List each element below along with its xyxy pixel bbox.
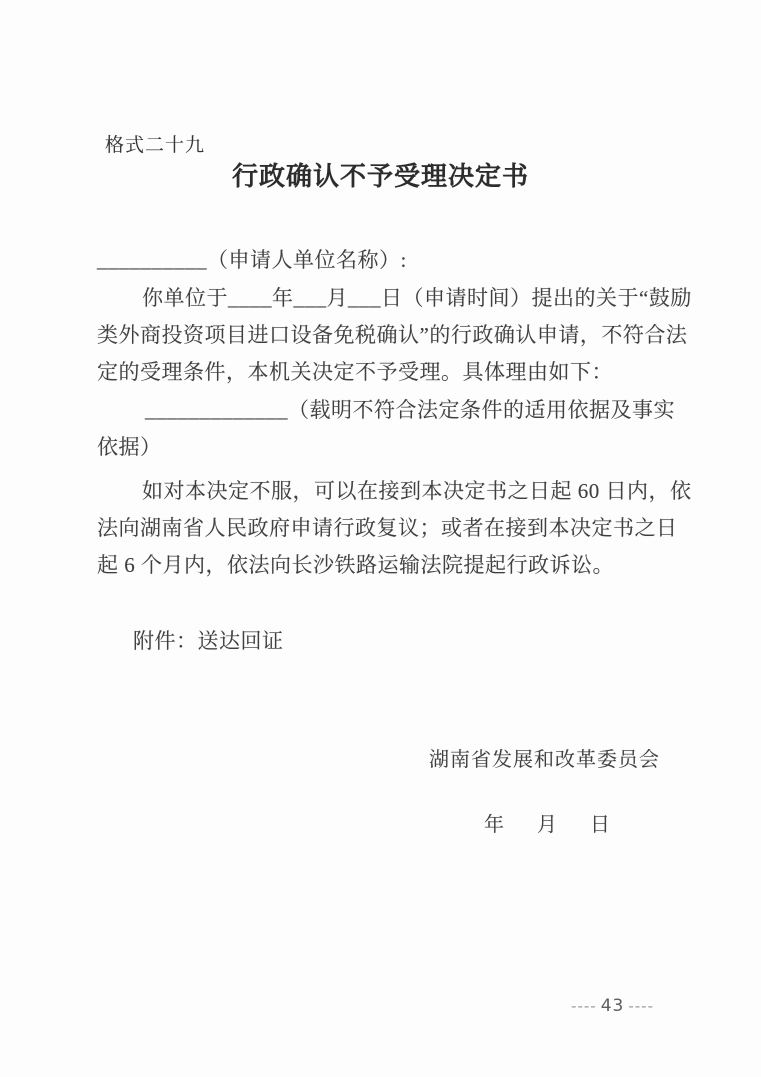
body-line-appeal-rights-3: 起 6 个月内，依法向长沙铁路运输法院提起行政诉讼。: [97, 553, 614, 577]
year-label: 年: [484, 814, 504, 836]
document-title: 行政确认不予受理决定书: [231, 162, 529, 191]
attachment-line: 附件：送达回证: [133, 629, 284, 653]
day-label: 日: [590, 814, 610, 836]
body-line-reason-blank: _____________（载明不符合法定条件的适用依据及事实: [145, 398, 675, 422]
body-line-application-date: 你单位于____年___月___日（申请时间）提出的关于“鼓励: [142, 286, 692, 310]
body-line-decision: 定的受理条件，本机关决定不予受理。具体理由如下：: [97, 360, 613, 384]
issuing-agency-signature: 湖南省发展和改革委员会: [429, 749, 660, 771]
signature-date-line: [464, 785, 610, 860]
month-label: 月: [537, 814, 557, 836]
body-line-reason-continued: 依据）: [97, 435, 162, 459]
page-number-dash-left: ----: [571, 997, 597, 1015]
addressee-blank-line: __________（申请人单位名称）:: [97, 248, 407, 272]
format-label: 格式二十九: [105, 135, 206, 156]
body-line-application-subject: 类外商投资项目进口设备免税确认”的行政确认申请，不符合法: [97, 323, 688, 347]
page-number: [548, 978, 654, 1034]
page-number-dash-right: ----: [628, 997, 654, 1015]
body-line-appeal-rights-1: 如对本决定不服，可以在接到本决定书之日起 60 日内，依: [142, 479, 692, 503]
page-number-value: 43: [600, 996, 625, 1016]
body-line-appeal-rights-2: 法向湖南省人民政府申请行政复议；或者在接到本决定书之日: [97, 516, 678, 540]
